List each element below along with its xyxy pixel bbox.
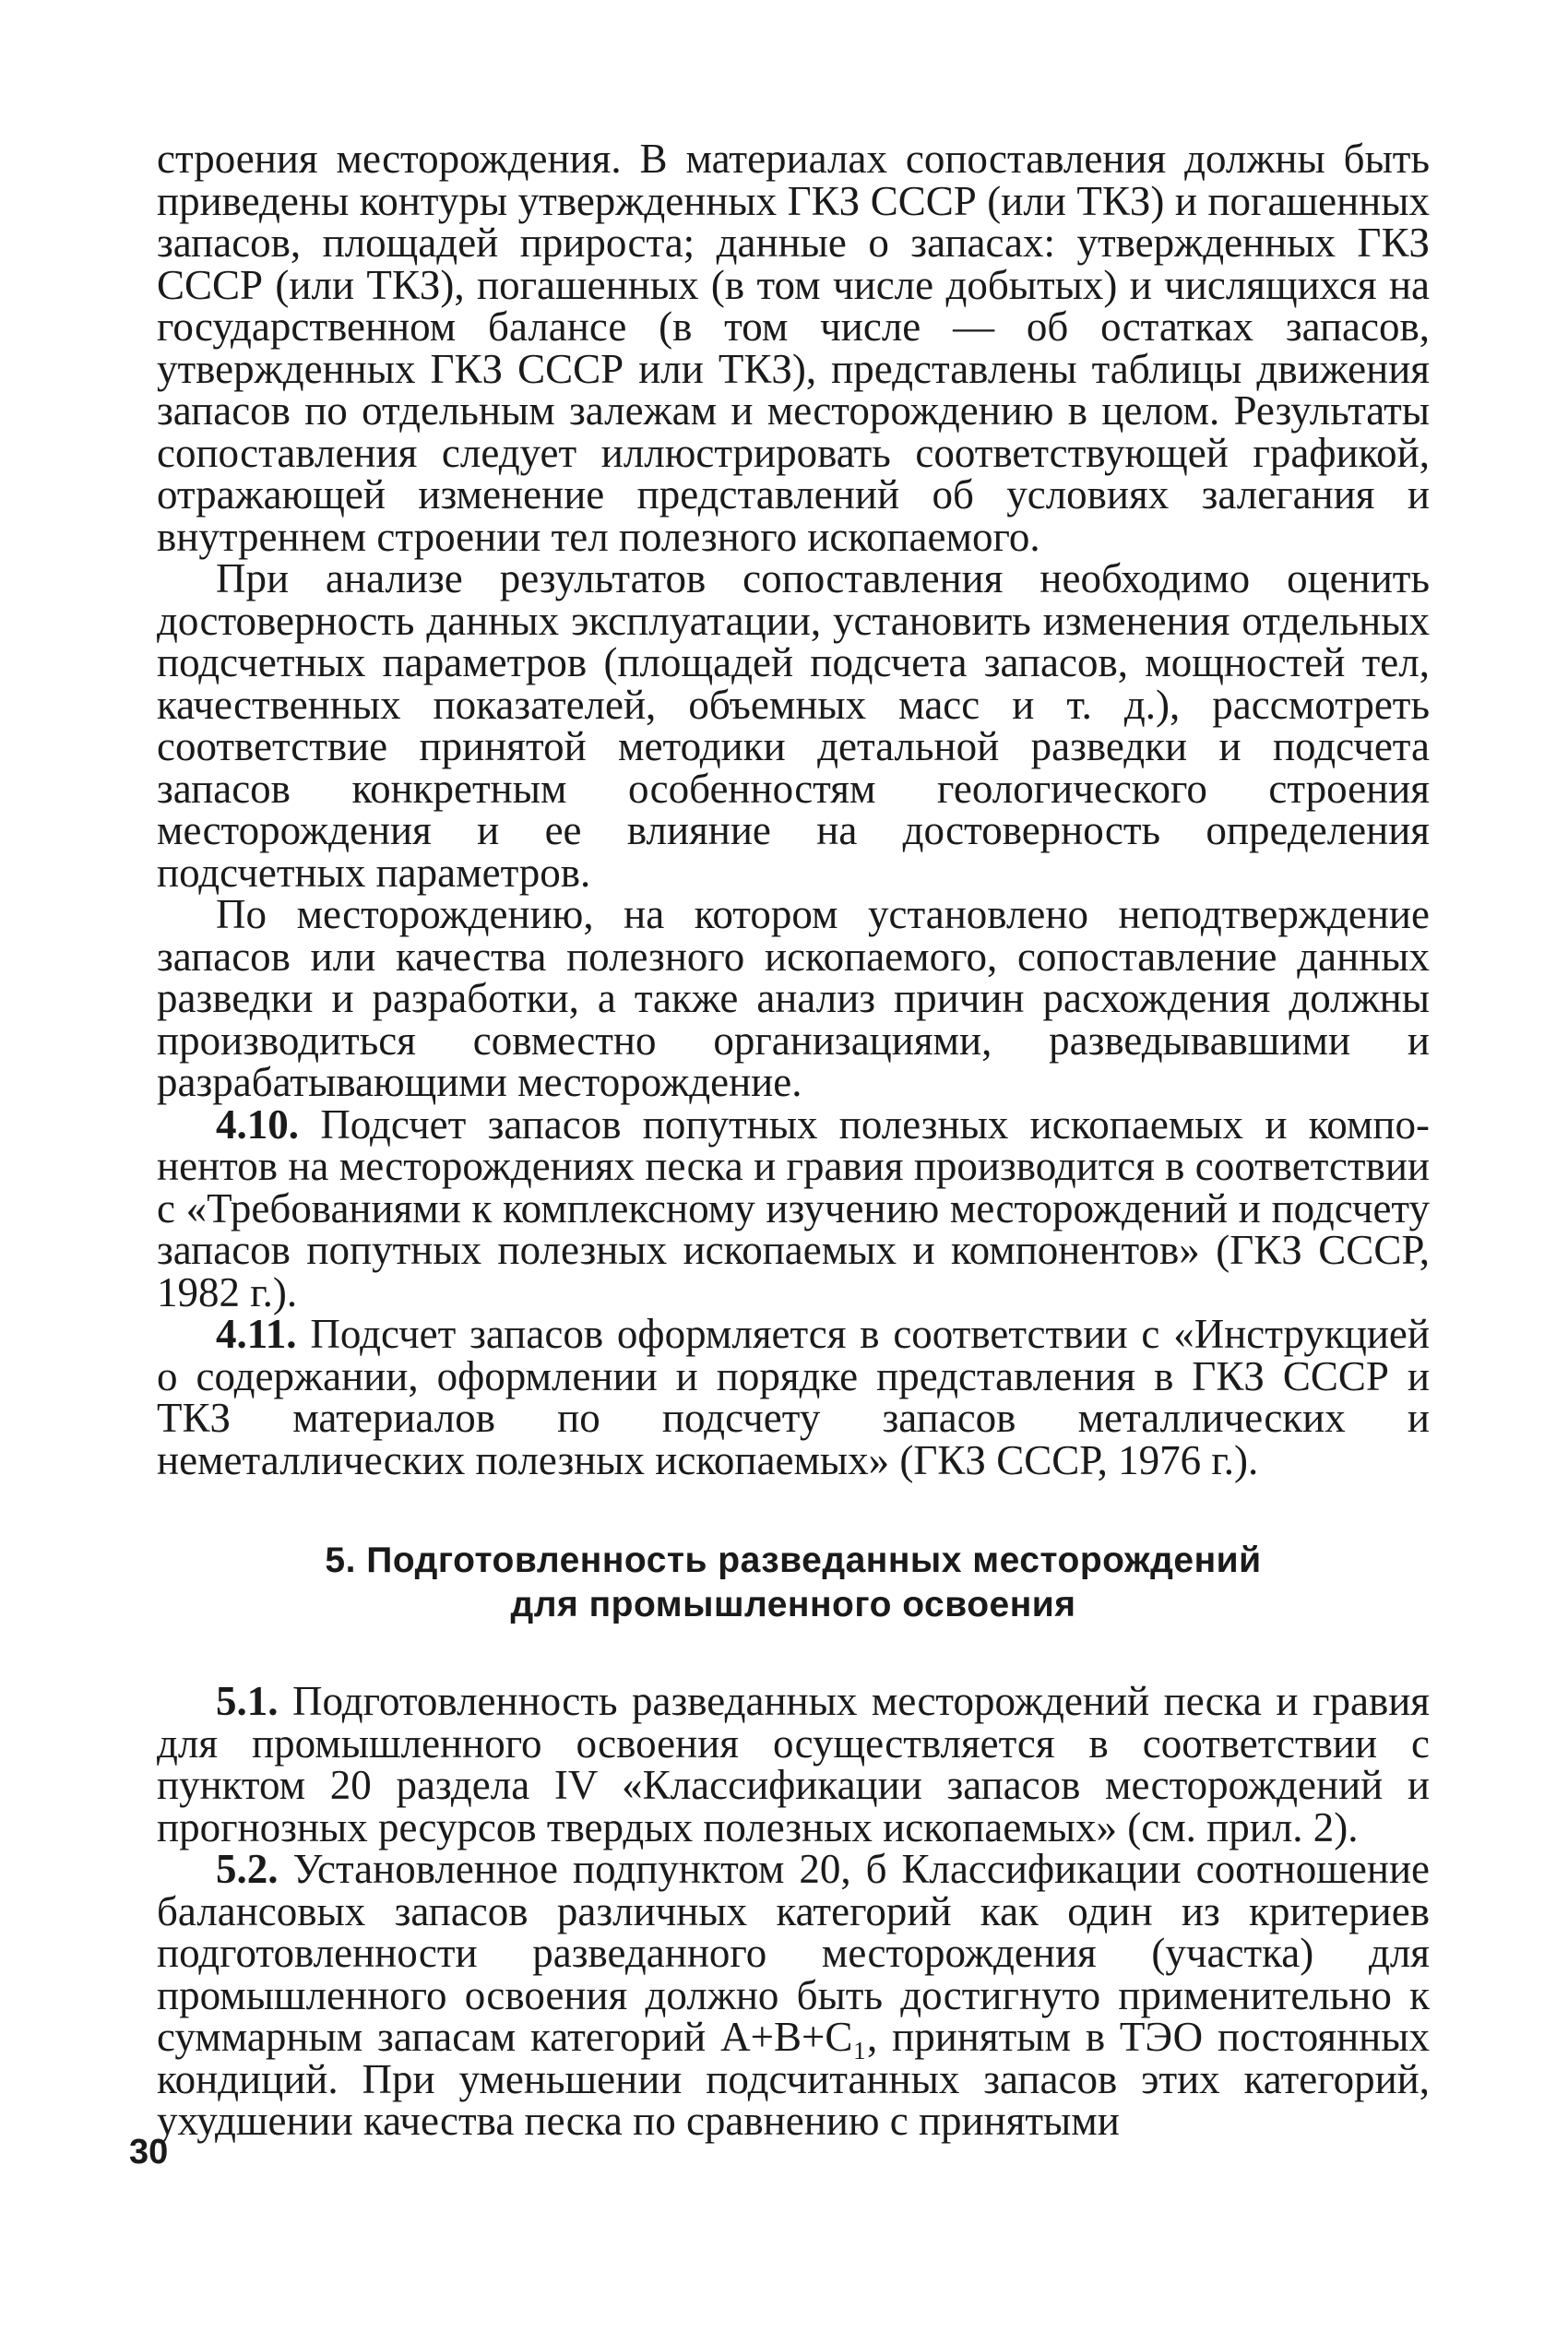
section-heading	[157, 1539, 1430, 1627]
paragraph-analysis-results: При анализе результатов сопоставления необходимо оценить достоверность данных эксплуатации, установить изменения отдельных подсчетных параметров (площадей подсчета запасов, мощностей тел, качественных показателей, объемных масс и т. д.), рассмотреть соответствие принятой методики детальной разведки и подсчета запасов конкретным особенностям геологического строения месторождения и ее влияние на достоверность определения подсчетных параметров.	[157, 555, 1430, 896]
clause-number: 4.11.	[216, 1311, 297, 1357]
clause-5-2	[157, 1846, 1430, 2144]
clause-text: Подсчет запасов попутных полезных ископаемых и компонентов на месторождениях песка и гравия производится в соответствии с «Требованиями к комплексному изучению месторождений и подсчету запасов попутных полезных ископаемых и компонентов» (ГКЗ СССР, 1982 г.).	[157, 1101, 1430, 1315]
clause-4-10	[157, 1101, 1430, 1315]
clause-text: Подготовленность разведанных месторождений песка и гравия для промышленного освоения осуществляется в соответствии с пунктом 20 раздела IV «Классификации запасов месторождений и прогнозных ресурсов твердых полезных ископаемых» (см. прил. 2).	[157, 1678, 1430, 1850]
clause-4-11	[157, 1311, 1430, 1483]
clause-number: 5.2.	[216, 1846, 279, 1892]
paragraph-unconfirmed-reserves: По месторождению, на котором установлено неподтверждение запасов или качества полезного ископаемого, сопоставление данных разведки и разработки, а также анализ причин расхождения должны производиться совместно организациями, разведывавшими и разрабатывающими месторождение.	[157, 891, 1430, 1105]
clause-number: 4.10.	[216, 1101, 299, 1148]
paragraph-reserves-comparison: строения месторождения. В материалах сопоставления должны быть приведены контуры утвержденных ГКЗ СССР (или ТКЗ) и погашенных запасов, площадей прироста; данные о запасах: утвержденных ГКЗ СССР (или ТКЗ), погашенных (в том числе добытых) и числящихся на государственном балансе (в том числе — об остатках запасов, утвержденных ГКЗ СССР или ТКЗ), представлены таблицы движения запасов по отдельным залежам и месторождению в целом. Результаты сопоставления следует иллюстрировать соответствующей графикой, отражающей изменение представлений об условиях залегания и внутреннем строении тел полезного ископаемого.	[157, 136, 1430, 560]
clause-text: Установленное подпунктом 20, б Классификации соотношение балансовых запасов различных категорий как один из критериев подготовленности разведанного месторождения (участка) для промышленного освоения должно быть достигнуто применительно к суммарным запасам категорий A+B+C₁, принятым в ТЭО постоянных кондиций. При уменьшении подсчитанных запасов этих категорий, ухудшении качества песка по сравнению с принятыми	[157, 1846, 1430, 2144]
document-page	[157, 138, 1430, 2143]
clause-number: 5.1.	[216, 1678, 279, 1724]
clause-text: Подсчет запасов оформляется в соответствии с «Инструкцией о содержании, оформлении и порядке представления в ГКЗ СССР и ТКЗ материалов по подсчету запасов металлических и неметаллических полезных ископаемых» (ГКЗ СССР, 1976 г.).	[157, 1311, 1430, 1483]
section-heading-line-1: 5. Подготовленность разведанных месторождений	[325, 1541, 1262, 1580]
page-number: 30	[129, 2133, 169, 2171]
section-heading-line-2: для промышленного освоения	[510, 1585, 1076, 1624]
clause-5-1	[157, 1678, 1430, 1850]
